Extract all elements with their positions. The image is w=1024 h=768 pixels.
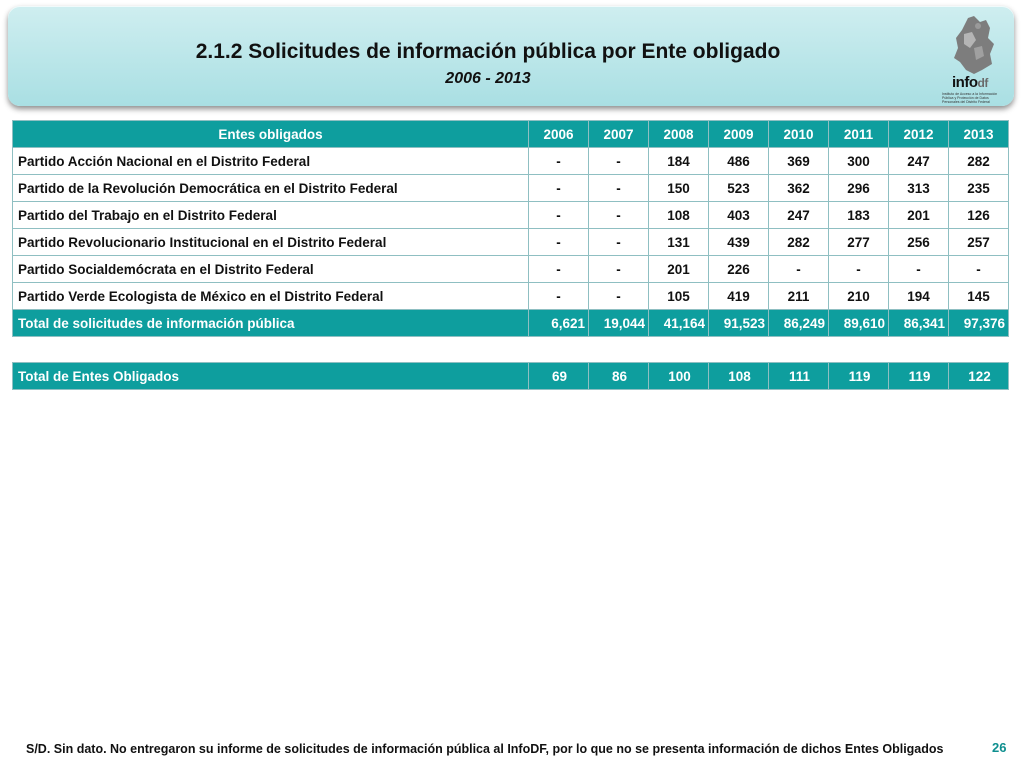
page-number: 26 [992, 740, 1007, 755]
cell-value: 235 [949, 175, 1009, 202]
table-row [13, 229, 1009, 256]
column-header-year: 2013 [949, 121, 1009, 148]
cell-value: 108 [709, 363, 769, 390]
cell-value: 122 [949, 363, 1009, 390]
column-header-year: 2007 [589, 121, 649, 148]
total-entities-label: Total de Entes Obligados [13, 363, 529, 390]
page-subtitle: 2006 - 2013 [445, 70, 531, 87]
cell-value: 439 [709, 229, 769, 256]
infodf-logo-text: infodf [952, 74, 988, 91]
cell-value: 69 [529, 363, 589, 390]
cell-value: 313 [889, 175, 949, 202]
row-name: Partido Revolucionario Institucional en el Distrito Federal [13, 229, 529, 256]
cell-value: 210 [829, 283, 889, 310]
table-row [13, 202, 1009, 229]
cell-value: 89,610 [829, 310, 889, 337]
cell-value: - [529, 148, 589, 175]
cell-value: 41,164 [649, 310, 709, 337]
cell-value: - [589, 148, 649, 175]
cell-value: 247 [769, 202, 829, 229]
cell-value: 183 [829, 202, 889, 229]
cell-value: 184 [649, 148, 709, 175]
cell-value: - [829, 256, 889, 283]
table-row [13, 283, 1009, 310]
cell-value: 403 [709, 202, 769, 229]
cell-value: - [529, 202, 589, 229]
total-entities-row [13, 363, 1009, 390]
cell-value: 486 [709, 148, 769, 175]
total-requests-label: Total de solicitudes de información pública [13, 310, 529, 337]
cell-value: - [589, 256, 649, 283]
cell-value: 201 [889, 202, 949, 229]
cell-value: 282 [769, 229, 829, 256]
cell-value: 119 [829, 363, 889, 390]
row-name: Partido Verde Ecologista de México en el Distrito Federal [13, 283, 529, 310]
cell-value: - [589, 202, 649, 229]
column-header-year: 2010 [769, 121, 829, 148]
cell-value: - [589, 283, 649, 310]
cell-value: - [589, 175, 649, 202]
row-name: Partido Socialdemócrata en el Distrito Federal [13, 256, 529, 283]
cell-value: - [889, 256, 949, 283]
cell-value: 86,341 [889, 310, 949, 337]
table-row [13, 256, 1009, 283]
column-header-year: 2006 [529, 121, 589, 148]
cell-value: 226 [709, 256, 769, 283]
cell-value: 277 [829, 229, 889, 256]
cell-value: 105 [649, 283, 709, 310]
cell-value: 257 [949, 229, 1009, 256]
page-title: 2.1.2 Solicitudes de información pública por Ente obligado [195, 40, 781, 63]
requests-table [12, 120, 1009, 337]
cell-value: 19,044 [589, 310, 649, 337]
footnote: S/D. Sin dato. No entregaron su informe de solicitudes de información pública al InfoDF, por lo que no se presenta información de dichos Entes Obligados [26, 742, 944, 756]
cell-value: - [529, 256, 589, 283]
title-banner [8, 6, 1014, 106]
cell-value: - [529, 283, 589, 310]
cell-value: 362 [769, 175, 829, 202]
cell-value: 97,376 [949, 310, 1009, 337]
cell-value: - [589, 229, 649, 256]
cell-value: 247 [889, 148, 949, 175]
cell-value: 111 [769, 363, 829, 390]
cell-value: 119 [889, 363, 949, 390]
cell-value: 369 [769, 148, 829, 175]
table-row [13, 148, 1009, 175]
table-row [13, 175, 1009, 202]
cell-value: 86,249 [769, 310, 829, 337]
column-header-entes: Entes obligados [13, 121, 529, 148]
table-header-row [13, 121, 1009, 148]
row-name: Partido del Trabajo en el Distrito Federal [13, 202, 529, 229]
cell-value: 126 [949, 202, 1009, 229]
cell-value: - [529, 175, 589, 202]
column-header-year: 2008 [649, 121, 709, 148]
cell-value: - [529, 229, 589, 256]
entities-total-table [12, 362, 1009, 390]
cell-value: 296 [829, 175, 889, 202]
cell-value: 6,621 [529, 310, 589, 337]
cell-value: 300 [829, 148, 889, 175]
cell-value: 201 [649, 256, 709, 283]
cell-value: 194 [889, 283, 949, 310]
cell-value: 108 [649, 202, 709, 229]
cell-value: 145 [949, 283, 1009, 310]
cell-value: - [769, 256, 829, 283]
cell-value: 91,523 [709, 310, 769, 337]
cell-value: 100 [649, 363, 709, 390]
cell-value: 131 [649, 229, 709, 256]
infodf-logo-caption: Instituto de Acceso a la Información Pública y Protección de Datos Personales del Distrito Federal [942, 92, 998, 104]
cell-value: 419 [709, 283, 769, 310]
row-name: Partido de la Revolución Democrática en el Distrito Federal [13, 175, 529, 202]
cell-value: 86 [589, 363, 649, 390]
cell-value: 150 [649, 175, 709, 202]
cell-value: 282 [949, 148, 1009, 175]
total-requests-row [13, 310, 1009, 337]
column-header-year: 2009 [709, 121, 769, 148]
row-name: Partido Acción Nacional en el Distrito Federal [13, 148, 529, 175]
cell-value: 256 [889, 229, 949, 256]
cell-value: 211 [769, 283, 829, 310]
column-header-year: 2011 [829, 121, 889, 148]
cell-value: 523 [709, 175, 769, 202]
column-header-year: 2012 [889, 121, 949, 148]
cell-value: - [949, 256, 1009, 283]
